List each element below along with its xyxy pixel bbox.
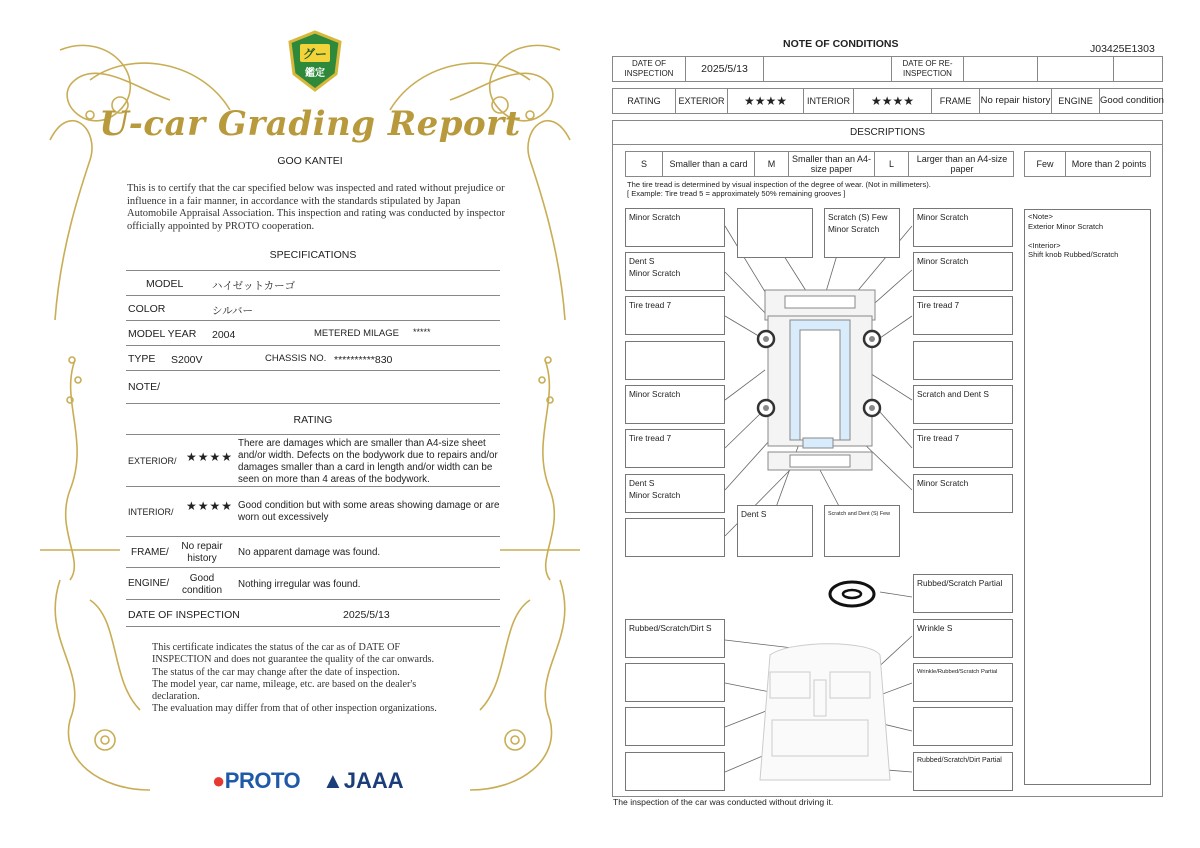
note-exterior: Exterior Minor Scratch xyxy=(1028,221,1104,231)
exterior-box-l3: Tire tread 7 xyxy=(625,296,725,335)
exterior-box-top-mid xyxy=(737,208,813,258)
proto-logo-mark-icon: ● xyxy=(212,768,225,793)
interior-stars: ★★★★ xyxy=(853,89,931,113)
footer-line: The status of the car may change after the date of inspection. xyxy=(152,666,400,678)
exterior-box-r6: Tire tread 7 xyxy=(913,429,1013,468)
svg-text:グー: グー xyxy=(302,47,328,61)
exterior-box-r2: Minor Scratch xyxy=(913,252,1013,291)
legend-few-desc: More than 2 points xyxy=(1065,152,1152,176)
legend-s-desc: Smaller than a card xyxy=(662,152,754,176)
interior-box-l3 xyxy=(625,707,725,746)
note-interior: Shift knob Rubbed/Scratch xyxy=(1028,250,1119,260)
exterior-box-r7: Minor Scratch xyxy=(913,474,1013,513)
engine-header: ENGINE xyxy=(1051,89,1099,113)
metered-mileage-value: ***** xyxy=(413,327,431,337)
report-title: U-car Grading Report xyxy=(99,104,521,144)
legend-few: Few xyxy=(1036,159,1054,169)
interior-description: Good condition but with some areas showing damage or are worn out excessively xyxy=(238,500,500,523)
type-value: S200V xyxy=(171,354,203,366)
exterior-description: There are damages which are smaller than A4-size sheet and/or width. Defects on the bodywork due to repairs and/or damages smaller than a card in length and/or width can be seen on more than 4 areas of the bodywork. xyxy=(238,438,498,485)
footer-line: The evaluation may differ from that of other inspection organizations. xyxy=(152,703,437,715)
exterior-header: EXTERIOR xyxy=(675,89,727,113)
interior-box-l4 xyxy=(625,752,725,791)
interior-box-l2 xyxy=(625,663,725,702)
exterior-box-l4 xyxy=(625,341,725,380)
interior-box-r3 xyxy=(913,707,1013,746)
exterior-box-l2: Dent S Minor Scratch xyxy=(625,252,725,291)
metered-mileage-label: METERED MILAGE xyxy=(314,328,399,339)
interior-header: INTERIOR xyxy=(803,89,853,113)
date-of-inspection-header: DATE OF INSPECTION xyxy=(624,59,674,78)
exterior-box-r3: Tire tread 7 xyxy=(913,296,1013,335)
exterior-box-r4 xyxy=(913,341,1013,380)
exterior-box-l1: Minor Scratch xyxy=(625,208,725,247)
conditions-footer: The inspection of the car was conducted without driving it. xyxy=(613,797,834,807)
engine-value: Good condition xyxy=(181,573,223,596)
rating-header: RATING xyxy=(627,96,661,106)
conditions-title: NOTE OF CONDITIONS xyxy=(783,38,899,50)
tire-note-2: [ Example: Tire tread 5 = approximately 50% remaining grooves ] xyxy=(627,189,846,198)
interior-box-r1: Wrinkle S xyxy=(913,619,1013,658)
interior-box-r2: Wrinkle/Rubbed/Scratch Partial xyxy=(913,663,1013,702)
type-label: TYPE xyxy=(128,353,156,365)
jaaa-logo-mark-icon: ▲ xyxy=(322,768,344,793)
note-interior-heading: <Interior> xyxy=(1028,240,1061,250)
interior-box-l1: Rubbed/Scratch/Dirt S xyxy=(625,619,725,658)
exterior-label: EXTERIOR/ xyxy=(128,456,177,466)
interior-box-steering: Rubbed/Scratch Partial xyxy=(913,574,1013,613)
note-label: NOTE/ xyxy=(128,381,161,393)
exterior-box-bottom-mid2: Scratch and Dent (S) Few xyxy=(824,505,900,557)
legend-s: S xyxy=(640,159,647,169)
legend-l-desc: Larger than an A4-size paper xyxy=(908,152,1015,176)
exterior-stars: ★★★★ xyxy=(186,450,234,464)
frame-label: FRAME/ xyxy=(131,547,169,558)
exterior-box-r5: Scratch and Dent S xyxy=(913,385,1013,424)
frame-value: No repair history xyxy=(181,541,223,564)
tire-note-1: The tire tread is determined by visual inspection of the degree of wear. (Not in millimeters). xyxy=(627,180,931,189)
report-subtitle: GOO KANTEI xyxy=(277,155,343,167)
legend-m-desc: Smaller than an A4-size paper xyxy=(788,152,874,176)
footer-line: declaration. xyxy=(152,691,200,703)
footer-line: INSPECTION and does not guarantee the quality of the car onwards. xyxy=(152,654,435,666)
specifications-heading: SPECIFICATIONS xyxy=(269,249,357,261)
legend-m: M xyxy=(754,152,788,176)
certification-paragraph: This is to certify that the car specified below was inspected and rated without prejudice or influence in a fair manner, in accordance with the standards stipulated by Japan Automobile Appraisal Association. This inspection and rating was conducted by inspector officially appointed by PROTO cooperation. xyxy=(127,183,506,232)
interior-box-r4: Rubbed/Scratch/Dirt Partial xyxy=(913,752,1013,791)
exterior-stars: ★★★★ xyxy=(727,89,803,113)
interior-stars: ★★★★ xyxy=(186,499,234,513)
descriptions-heading: DESCRIPTIONS xyxy=(613,121,1162,145)
steering-wheel-icon xyxy=(830,582,874,606)
engine-label: ENGINE/ xyxy=(128,578,170,589)
svg-text:鑑定: 鑑定 xyxy=(305,68,325,79)
chassis-value: **********830 xyxy=(334,354,393,366)
model-value: ハイゼットカーゴ xyxy=(212,280,296,292)
exterior-box-top-right: Scratch (S) Few Minor Scratch xyxy=(824,208,900,258)
engine-value: Good condition xyxy=(1099,89,1164,113)
engine-description: Nothing irregular was found. xyxy=(238,579,361,590)
frame-header: FRAME xyxy=(931,89,979,113)
date-of-inspection-value: 2025/5/13 xyxy=(343,609,390,621)
document-id: J03425E1303 xyxy=(1090,43,1155,55)
model-year-label: MODEL YEAR xyxy=(128,328,197,340)
interior-label: INTERIOR/ xyxy=(128,507,174,517)
model-year-value: 2004 xyxy=(212,329,236,341)
model-label: MODEL xyxy=(146,278,184,290)
jaaa-logo-text: JAAA xyxy=(343,768,404,793)
exterior-box-l5: Minor Scratch xyxy=(625,385,725,424)
exterior-box-l7: Dent S Minor Scratch xyxy=(625,474,725,513)
proto-logo-text: PROTO xyxy=(224,768,301,793)
footer-line: This certificate indicates the status of the car as of DATE OF xyxy=(152,642,401,653)
date-of-inspection-label: DATE OF INSPECTION xyxy=(128,609,240,621)
chassis-label: CHASSIS NO. xyxy=(265,353,327,364)
date-of-inspection-value: 2025/5/13 xyxy=(685,57,763,81)
frame-description: No apparent damage was found. xyxy=(238,547,381,558)
rating-heading: RATING xyxy=(293,414,333,426)
exterior-box-bottom-mid1: Dent S xyxy=(737,505,813,557)
reinspection-header: DATE OF RE-INSPECTION xyxy=(891,57,963,81)
color-value: シルバー xyxy=(212,305,254,317)
footer-line: The model year, car name, mileage, etc. are based on the dealer's xyxy=(152,678,417,690)
color-label: COLOR xyxy=(128,303,166,315)
legend-l: L xyxy=(874,152,908,176)
note-heading: <Note> xyxy=(1028,212,1053,221)
exterior-box-l8 xyxy=(625,518,725,557)
exterior-box-r1: Minor Scratch xyxy=(913,208,1013,247)
frame-value: No repair history xyxy=(979,89,1051,113)
exterior-box-l6: Tire tread 7 xyxy=(625,429,725,468)
